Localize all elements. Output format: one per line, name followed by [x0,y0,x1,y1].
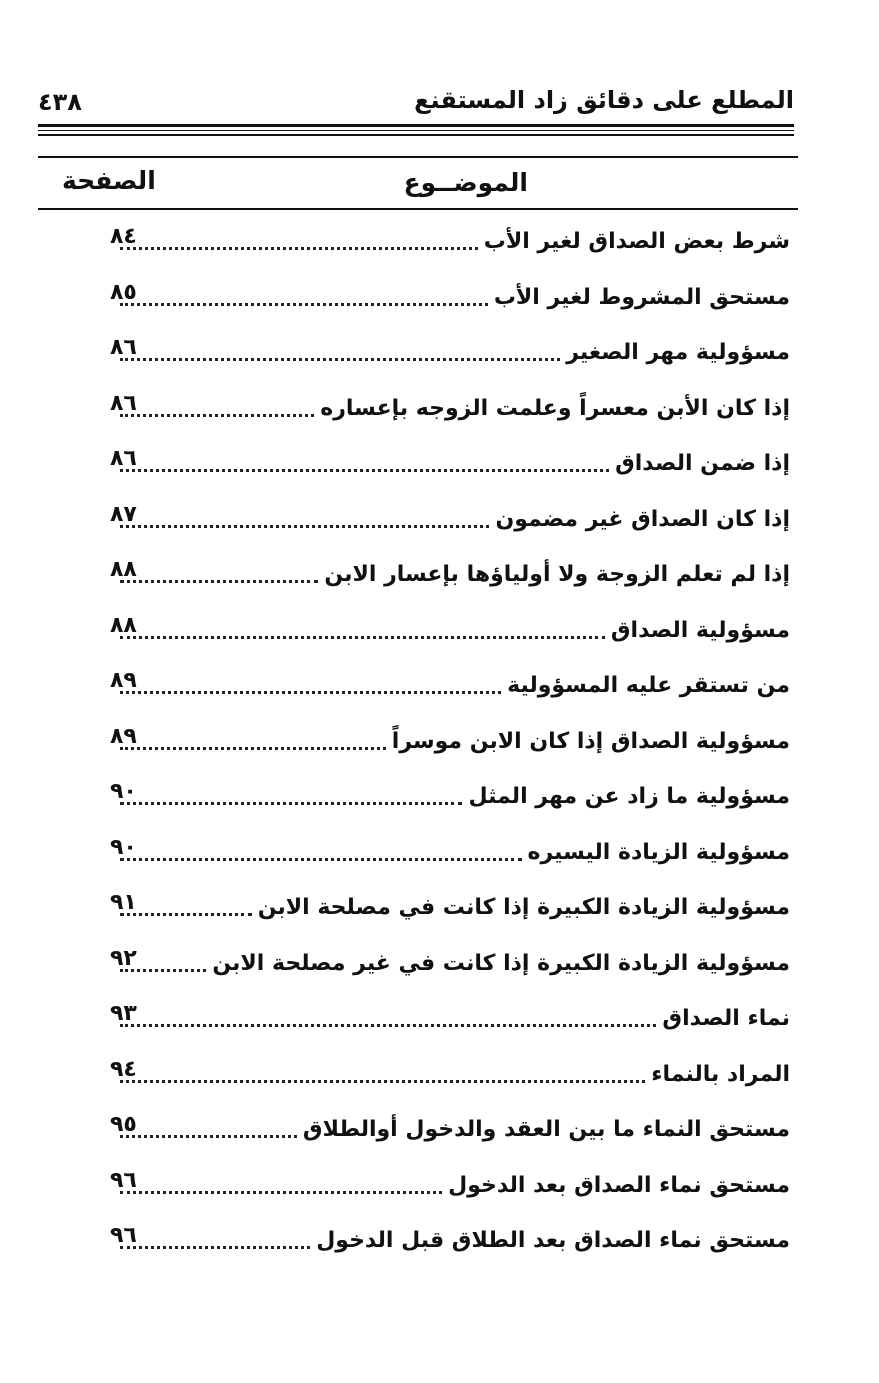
column-header-top-rule [38,156,798,158]
toc-entry-page: ٨٩ [110,668,137,693]
column-header-row [38,160,798,208]
toc-entry-title: شرط بعض الصداق لغير الأب [483,229,790,255]
dot-leader [120,469,609,472]
toc-entry-page: ٨٨ [110,557,137,582]
toc-entry-title: مسؤولية الصداق إذا كان الابن موسراً [391,728,790,754]
header-rule-medium [38,134,794,136]
toc-entry [100,325,790,381]
toc-entry-title: مستحق النماء ما بين العقد والدخول أوالطلاق [302,1117,790,1143]
dot-leader [120,358,560,361]
toc-entry [100,658,790,714]
toc-entry [100,880,790,936]
toc-entry-title: مسؤولية الصداق [610,617,790,643]
dot-leader [120,691,501,694]
toc-entry-title: مستحق المشروط لغير الأب [493,284,790,310]
toc-entry-title: المراد بالنماء [651,1061,790,1087]
toc-entry [100,270,790,326]
column-header-page: الصفحة [62,166,156,195]
dot-leader [120,303,488,306]
toc-entry-title: من تستقر عليه المسؤولية [507,673,790,699]
toc-entry-title: مسؤولية الزيادة اليسيره [527,839,790,865]
toc-entry [100,714,790,770]
toc-entry-page: ٩٤ [110,1056,137,1082]
toc-entry [100,1047,790,1103]
toc-entry [100,1102,790,1158]
toc-entry-title: مسؤولية مهر الصغير [566,340,790,366]
toc-entry-page: ٩٠ [110,834,137,860]
dot-leader [120,636,605,639]
toc-entry [100,769,790,825]
toc-entry [100,1213,790,1269]
toc-entry-page: ٨٨ [110,612,137,638]
dot-leader [120,525,489,528]
toc-entry-title: مسؤولية ما زاد عن مهر المثل [468,784,790,810]
dot-leader [120,858,522,861]
toc-entry-page: ٨٦ [110,446,137,471]
column-header-bottom-rule [38,208,798,210]
header-rule-thin [38,130,794,131]
toc-entry-page: ٨٩ [110,723,137,749]
dot-leader [120,802,462,805]
toc-entry [100,214,790,270]
header-rule-thick [38,124,794,127]
toc-entry-title: إذا لم تعلم الزوجة ولا أولياؤها بإعسار الابن [324,562,790,588]
table-of-contents [100,214,790,1269]
toc-entry [100,492,790,548]
toc-entry-title: إذا كان الأبن معسراً وعلمت الزوجه بإعساره [320,395,790,421]
toc-entry-page: ٨٥ [110,279,137,305]
toc-entry-page: ٩٠ [110,779,137,804]
dot-leader [120,1135,297,1138]
toc-entry [100,991,790,1047]
toc-entry-page: ٩٦ [110,1167,137,1193]
toc-entry-title: مسؤولية الزيادة الكبيرة إذا كانت في غير مصلحة الابن [212,950,790,976]
toc-entry-title: مستحق نماء الصداق بعد الطلاق قبل الدخول [316,1228,790,1254]
toc-entry [100,547,790,603]
running-header [38,86,794,126]
page-number: ٤٣٨ [38,88,82,116]
toc-entry-page: ٩٥ [110,1112,137,1137]
book-title: المطلع على دقائق زاد المستقنع [414,86,794,114]
toc-entry-page: ٨٦ [110,390,137,416]
toc-entry [100,436,790,492]
toc-entry-title: إذا ضمن الصداق [615,451,790,477]
toc-entry [100,381,790,437]
toc-entry [100,603,790,659]
toc-entry-title: إذا كان الصداق غير مضمون [495,506,790,532]
toc-entry-title: مسؤولية الزيادة الكبيرة إذا كانت في مصلحة الابن [257,895,790,921]
dot-leader [120,247,478,250]
toc-entry-title: نماء الصداق [662,1006,790,1032]
toc-entry-page: ٩٣ [110,1001,137,1026]
dot-leader [120,1246,310,1249]
toc-entry-title: مستحق نماء الصداق بعد الدخول [448,1172,790,1198]
dot-leader [120,913,252,916]
toc-entry [100,936,790,992]
toc-entry-page: ٩١ [110,890,137,915]
toc-entry-page: ٩٢ [110,945,137,971]
dot-leader [120,414,314,417]
toc-entry-page: ٨٧ [110,501,137,527]
toc-entry-page: ٨٦ [110,335,137,360]
toc-entry-page: ٩٦ [110,1223,137,1248]
dot-leader [120,1024,656,1027]
dot-leader [120,1191,442,1194]
column-header-subject: الموضــوع [403,168,528,197]
dot-leader [120,1080,645,1083]
dot-leader [120,580,318,583]
toc-entry [100,1158,790,1214]
toc-entry [100,825,790,881]
dot-leader [120,747,386,750]
toc-entry-page: ٨٤ [110,224,137,249]
